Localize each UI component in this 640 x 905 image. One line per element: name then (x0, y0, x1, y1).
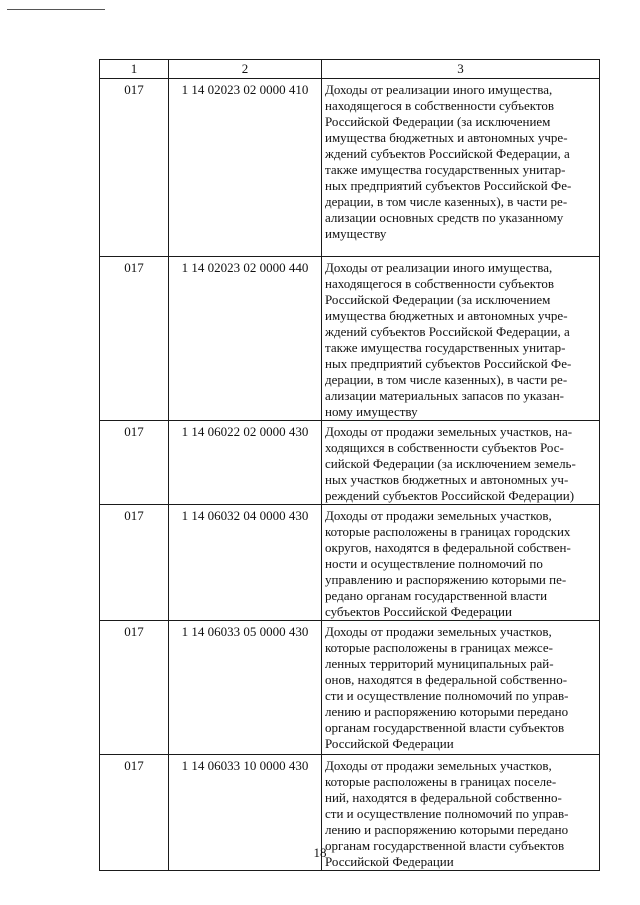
table-row (100, 505, 600, 621)
revenue-code-cell: 1 14 06032 04 0000 430 (169, 505, 322, 621)
revenue-description-cell: Доходы от продажи земельных участков, которые расположены в границах городских округов, находятся в федеральной собствен- ности и осуществление полномочий по управлению и распоряжению которыми пе- редано органам государственной власти субъектов Российской Федерации (322, 505, 600, 621)
admin-code-cell: 017 (100, 505, 169, 621)
admin-code-cell: 017 (100, 79, 169, 257)
admin-code-cell: 017 (100, 257, 169, 421)
revenue-code-cell: 1 14 06033 10 0000 430 (169, 755, 322, 871)
table-header-row (100, 60, 600, 79)
admin-code-cell: 017 (100, 421, 169, 505)
header-rule (7, 9, 105, 10)
table-row (100, 257, 600, 421)
revenue-code-cell: 1 14 06022 02 0000 430 (169, 421, 322, 505)
column-header-2: 2 (169, 60, 322, 79)
column-header-1: 1 (100, 60, 169, 79)
revenue-codes-table (99, 59, 600, 871)
column-header-3: 3 (322, 60, 600, 79)
revenue-code-cell: 1 14 02023 02 0000 440 (169, 257, 322, 421)
revenue-description-cell: Доходы от продажи земельных участков, на- ходящихся в собственности субъектов Рос- сийской Федерации (за исключением земель- ных участков бюджетных и автономных уч- реждений субъектов Российской Федерации) (322, 421, 600, 505)
revenue-description-cell: Доходы от реализации иного имущества, находящегося в собственности субъектов Российской Федерации (за исключением имущества бюджетных и автономных учре- ждений субъектов Российской Федерации, а также имущества государственных унитар- ных предприятий субъектов Российской Фе- дерации, в том числе казенных), в части ре- ализации основных средств по указанному имуществу (322, 79, 600, 257)
revenue-description-cell: Доходы от продажи земельных участков, которые расположены в границах межсе- ленных территорий муниципальных рай- онов, находятся в федеральной собственно- сти и осуществление полномочий по управ- лению и распоряжению которыми передано органам государственной власти субъектов Российской Федерации (322, 621, 600, 755)
revenue-description-cell: Доходы от реализации иного имущества, находящегося в собственности субъектов Российской Федерации (за исключением имущества бюджетных и автономных учре- ждений субъектов Российской Федерации, а также имущества государственных унитар- ных предприятий субъектов Российской Фе- дерации, в том числе казенных), в части ре- ализации материальных запасов по указан- ному имуществу (322, 257, 600, 421)
admin-code-cell: 017 (100, 621, 169, 755)
admin-code-cell: 017 (100, 755, 169, 871)
page-number: 18 (313, 845, 327, 860)
revenue-code-cell: 1 14 02023 02 0000 410 (169, 79, 322, 257)
revenue-code-cell: 1 14 06033 05 0000 430 (169, 621, 322, 755)
table-row (100, 79, 600, 257)
revenue-description-cell: Доходы от продажи земельных участков, которые расположены в границах поселе- ний, находятся в федеральной собственно- сти и осуществление полномочий по управ- лению и распоряжению которыми передано органам государственной власти субъектов Российской Федерации (322, 755, 600, 871)
table-row (100, 421, 600, 505)
table-row (100, 621, 600, 755)
